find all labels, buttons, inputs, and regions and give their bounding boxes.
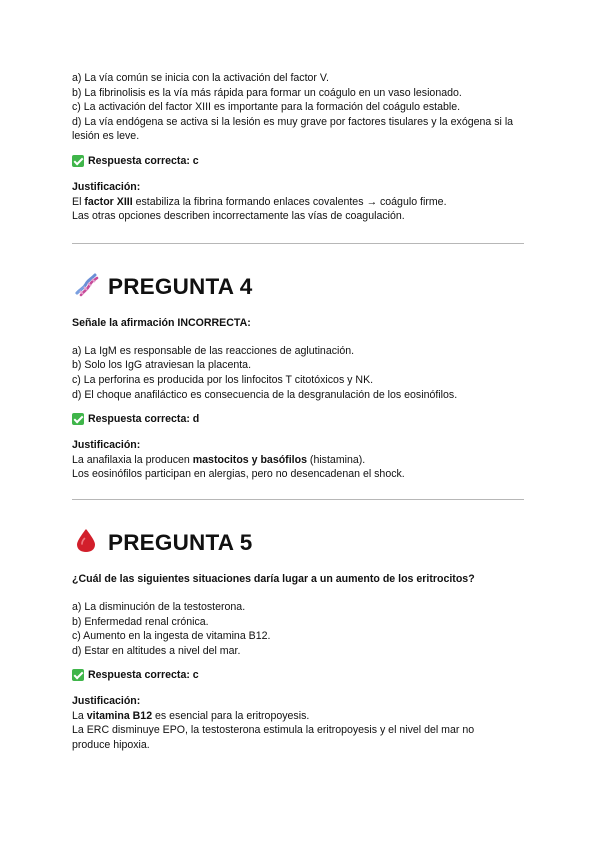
correct-answer-text: Respuesta correcta: d — [88, 413, 200, 426]
document-page — [72, 71, 532, 753]
option-a: a) La IgM es responsable de las reacciones de aglutinación. — [72, 344, 355, 357]
check-mark-icon — [72, 669, 84, 681]
question-title: PREGUNTA 4 — [108, 273, 253, 299]
option-d: d) Estar en altitudes a nivel del mar. — [72, 644, 241, 657]
check-mark-icon — [72, 413, 84, 425]
option-a: a) La disminución de la testosterona. — [72, 600, 246, 613]
correct-answer-text: Respuesta correcta: c — [88, 154, 199, 167]
question-3-section — [72, 71, 532, 224]
justification-line-1: La vitamina B12 es esencial para la eritropoyesis. — [72, 709, 310, 722]
question-heading — [72, 271, 532, 303]
question-title: PREGUNTA 5 — [108, 529, 253, 555]
question-heading — [72, 527, 532, 559]
option-c: c) La perforina es producida por los linfocitos T citotóxicos y NK. — [72, 373, 374, 386]
justification-line-2: Los eosinófilos participan en alergias, pero no desencadenan el shock. — [72, 468, 405, 481]
correct-answer — [72, 412, 532, 426]
option-b: b) La fibrinolisis es la vía más rápida para formar un coágulo en un vaso lesionado. — [72, 86, 462, 99]
question-4-section — [72, 271, 532, 482]
option-b: b) Solo los IgG atraviesan la placenta. — [72, 359, 252, 372]
option-c: c) Aumento en la ingesta de vitamina B12. — [72, 630, 271, 643]
justification-line-1: La anafilaxia la producen mastocitos y basófilos (histamina). — [72, 453, 366, 466]
dna-icon — [72, 270, 100, 303]
question-prompt: ¿Cuál de las siguientes situaciones daría lugar a un aumento de los eritrocitos? — [72, 572, 475, 585]
question-prompt: Señale la afirmación INCORRECTA: — [72, 316, 251, 329]
option-d: d) El choque anafiláctico es consecuencia de la desgranulación de los eosinófilos. — [72, 388, 458, 401]
correct-answer-text: Respuesta correcta: c — [88, 669, 199, 682]
option-c: c) La activación del factor XIII es importante para la formación del coágulo estable. — [72, 101, 461, 114]
justification-line-1: El factor XIII estabiliza la fibrina formando enlaces covalentes → coágulo firme. — [72, 195, 447, 208]
justification-title: Justificación: — [72, 695, 141, 708]
check-mark-icon — [72, 155, 84, 167]
justification-line-2: La ERC disminuye EPO, la testosterona estimula la eritropoyesis y el nivel del mar no produce hipoxia. — [72, 724, 475, 752]
option-a: a) La vía común se inicia con la activación del factor V. — [72, 72, 329, 84]
correct-answer — [72, 668, 532, 682]
blood-drop-icon — [72, 526, 100, 559]
justification-line-2: Las otras opciones describen incorrectamente las vías de coagulación. — [72, 210, 405, 223]
option-d: d) La vía endógena se activa si la lesión es muy grave por factores tisulares y la exógena si la lesión es leve. — [72, 115, 514, 143]
question-5-section — [72, 527, 532, 753]
correct-answer — [72, 154, 532, 168]
justification-title: Justificación: — [72, 439, 141, 452]
option-b: b) Enfermedad renal crónica. — [72, 615, 209, 628]
justification-title: Justificación: — [72, 180, 141, 193]
